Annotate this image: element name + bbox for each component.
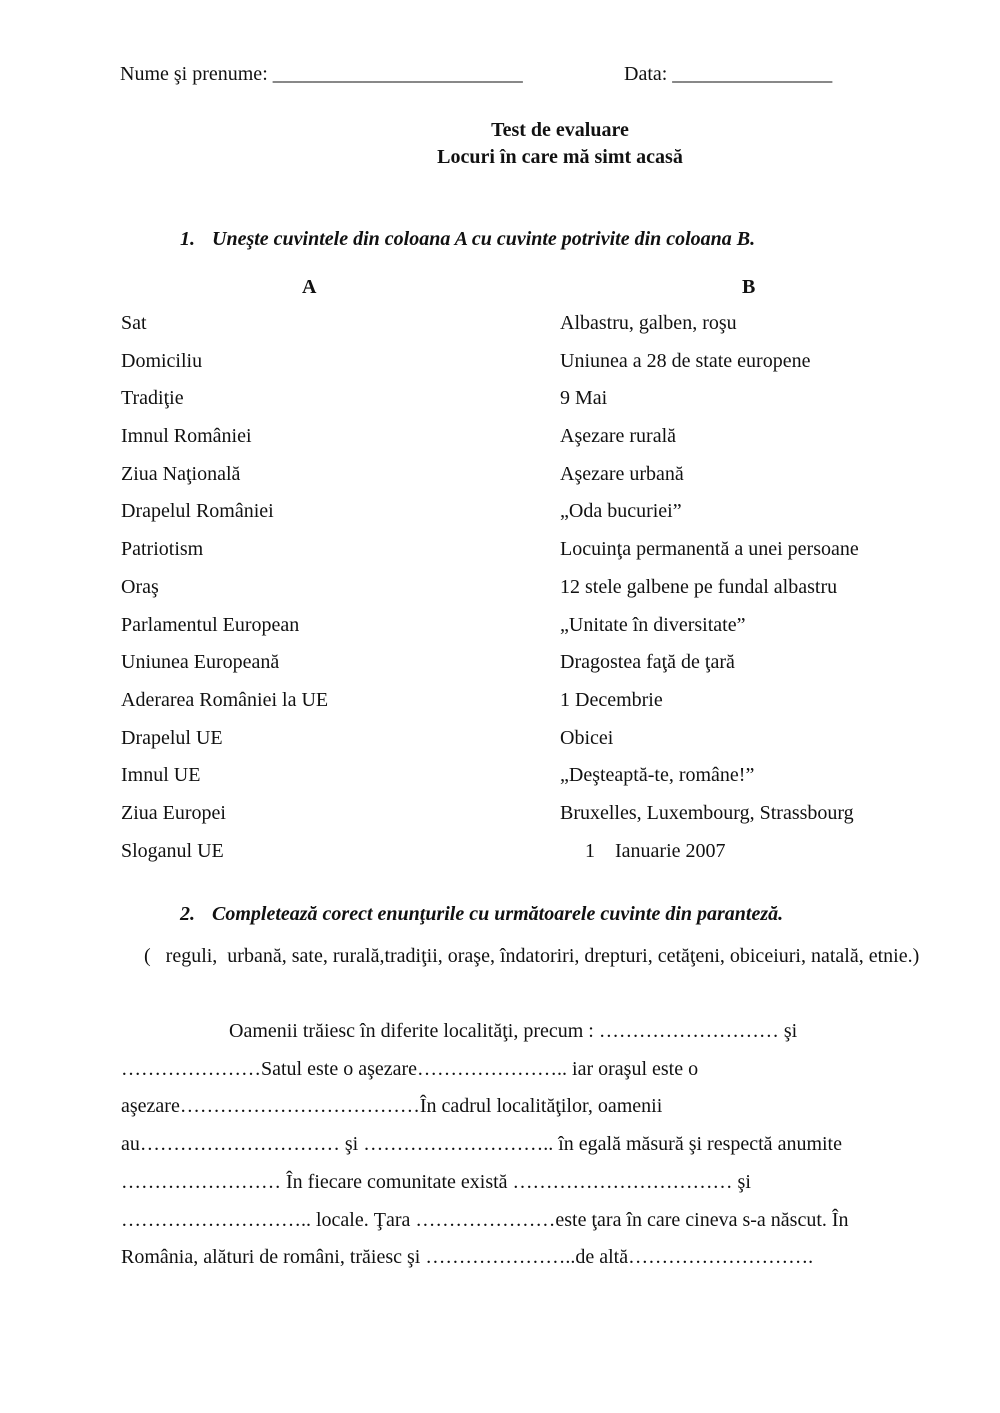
column-b-list: [560, 310, 859, 875]
column-b-item: Aşezare rurală: [560, 425, 677, 448]
column-a-item: Drapelul UE: [121, 726, 223, 749]
column-a-item: Sat: [121, 312, 147, 334]
test-title: Test de evaluare: [491, 119, 629, 141]
question-1-text: Uneşte cuvintele din coloana A cu cuvinte potrivite din coloana B.: [212, 228, 756, 250]
column-b-item: Dragostea faţă de ţară: [560, 651, 735, 674]
paragraph-line: ……………………….. locale. Ţara …………………este ţara în care cineva s-a născut. În: [121, 1208, 849, 1231]
column-b-item: 1 Decembrie: [560, 688, 663, 711]
paragraph-line: …………………… În fiecare comunitate există …………………………… şi: [121, 1170, 751, 1193]
column-b-item: Albastru, galben, roşu: [560, 312, 737, 334]
word-bank: ( reguli, urbană, sate, rurală,tradiţii, oraşe, îndatoriri, drepturi, cetăţeni, obiceiuri, natală, etnie.): [144, 945, 920, 967]
column-b-item: Obicei: [560, 726, 614, 749]
column-b-item: Bruxelles, Luxembourg, Strassbourg: [560, 801, 854, 824]
column-a-item: Parlamentul European: [121, 613, 300, 636]
question-2-text: Completează corect enunţurile cu următoarele cuvinte din paranteză.: [212, 903, 784, 925]
column-a-item: Patriotism: [121, 538, 204, 561]
column-b-item: Uniunea a 28 de state europene: [560, 349, 811, 372]
column-b-item: „Unitate în diversitate”: [560, 613, 746, 636]
column-b-header: B: [742, 276, 756, 298]
paragraph-line: aşezare………………………………În cadrul localităţilor, oamenii: [121, 1095, 663, 1118]
column-b-item: 12 stele galbene pe fundal albastru: [560, 575, 838, 598]
column-b-item: „Oda bucuriei”: [560, 500, 682, 523]
column-a-item: Drapelul României: [121, 500, 274, 523]
column-a-list: [121, 310, 328, 875]
name-field: Nume şi prenume: _________________________: [120, 63, 523, 85]
column-a-item: Oraş: [121, 575, 159, 598]
column-b-item: 9 Mai: [560, 387, 608, 410]
column-a-item: Aderarea României la UE: [121, 688, 329, 711]
column-a-item: Imnul UE: [121, 764, 201, 787]
column-a-item: Ziua Europei: [121, 801, 226, 824]
question-1: [180, 225, 755, 253]
column-b-item: 1 Ianuarie 2007: [560, 839, 726, 862]
column-a-item: Ziua Naţională: [121, 462, 241, 485]
date-field: Data: ________________: [624, 63, 833, 85]
column-a-item: Tradiţie: [121, 387, 184, 410]
question-1-number: 1.: [180, 228, 195, 250]
question-2: [180, 900, 783, 928]
column-a-header: A: [302, 276, 317, 298]
column-a-item: Imnul României: [121, 425, 252, 448]
test-subtitle: Locuri în care mă simt acasă: [437, 146, 683, 168]
paragraph-line: au………………………… şi ……………………….. în egală măsură şi respectă anumite: [121, 1133, 842, 1156]
column-a-item: Sloganul UE: [121, 839, 224, 862]
paragraph-line: …………………Satul este o aşezare………………….. iar oraşul este o: [121, 1057, 699, 1080]
paragraph-line: România, alături de români, trăiesc şi …………………..de altă……………………….: [121, 1246, 814, 1269]
question-2-number: 2.: [180, 903, 195, 925]
column-a-item: Domiciliu: [121, 349, 203, 372]
column-b-item: Locuinţa permanentă a unei persoane: [560, 538, 859, 561]
fill-in-paragraph: [121, 1013, 921, 1277]
paragraph-line: Oamenii trăiesc în diferite localităţi, precum : ……………………… şi: [229, 1020, 798, 1042]
column-b-item: Aşezare urbană: [560, 462, 684, 485]
column-b-item: „Deşteaptă-te, române!”: [560, 764, 755, 787]
column-a-item: Uniunea Europeană: [121, 651, 280, 674]
